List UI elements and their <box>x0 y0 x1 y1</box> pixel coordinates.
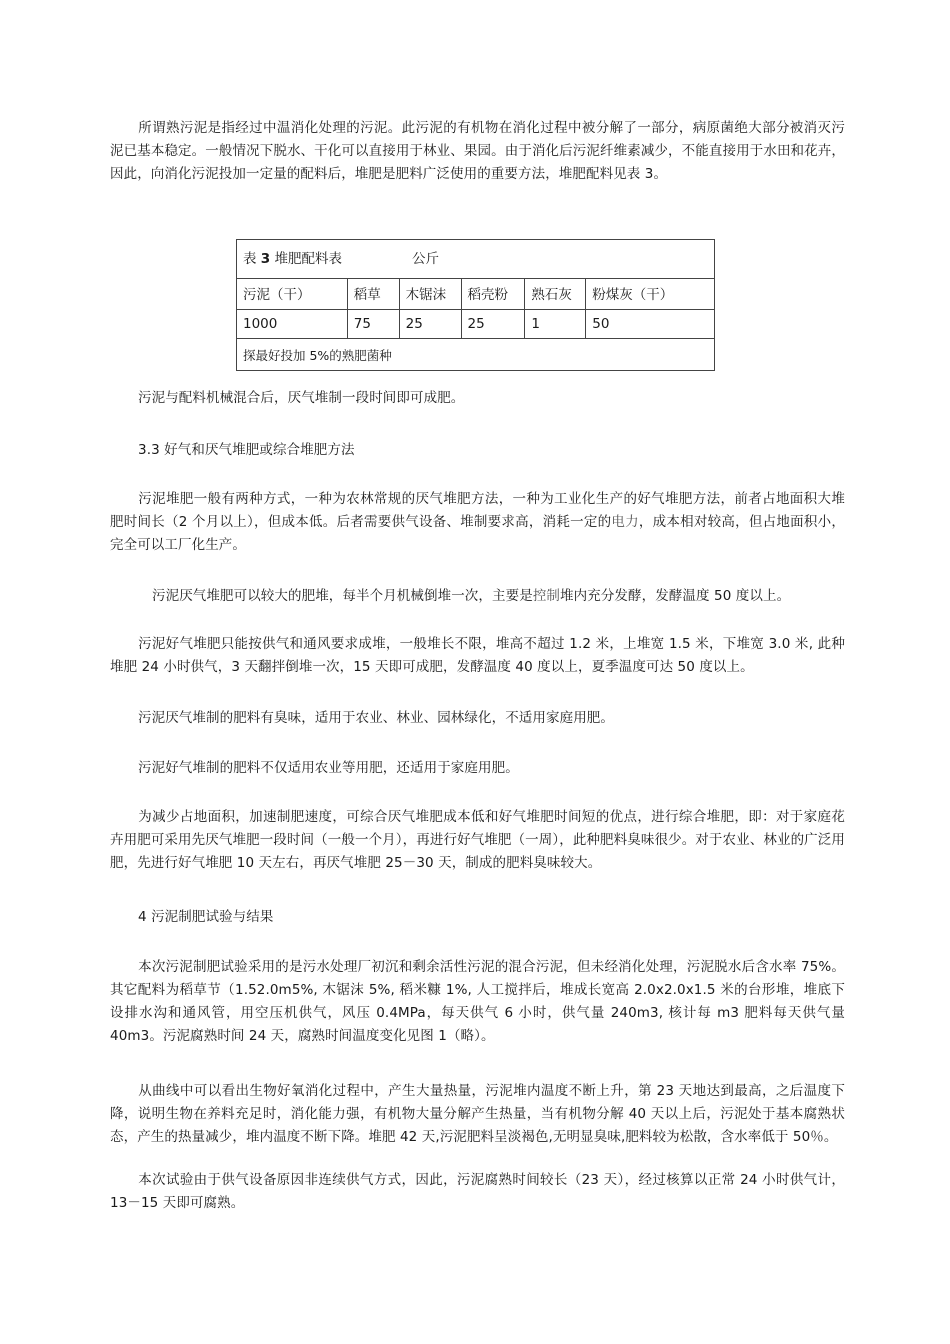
table-title: 表 3 堆肥配料表 公斤 <box>237 240 715 279</box>
table-header-cell: 粉煤灰（干） <box>586 279 715 310</box>
paragraph-aerobic-use: 污泥好气堆制的肥料不仅适用农业等用肥，还适用于家庭用肥。 <box>138 760 519 776</box>
table-header-row <box>237 279 715 310</box>
paragraph-anaerobic-use: 污泥厌气堆制的肥料有臭味，适用于农业、林业、园林绿化，不适用家庭用肥。 <box>138 710 614 726</box>
section-heading-3-3: 3.3 好气和厌气堆肥或综合堆肥方法 <box>138 442 355 458</box>
paragraph-conclusion: 本次试验由于供气设备原因非连续供气方式，因此，污泥腐熟时间较长（23 天），经过核算以正常 24 小时供气计，13－15 天即可腐熟。 <box>110 1172 845 1211</box>
table-note-row <box>237 339 715 371</box>
section-heading-4: 4 污泥制肥试验与结果 <box>138 909 274 925</box>
paragraph-aerobic: 污泥好气堆肥只能按供气和通风要求成堆，一般堆长不限，堆高不超过 1.2 米，上堆宽 1.5 米，下堆宽 3.0 米, 此种堆肥 24 小时供气，3 天翻拌倒堆一次，15 天即可成肥，发酵温度 40 度以上，夏季温度可达 50 度以上。 <box>110 636 845 675</box>
paragraph-mixing: 污泥与配料机械混合后，厌气堆制一段时间即可成肥。 <box>138 390 465 406</box>
table-cell: 50 <box>586 310 715 339</box>
paragraph-experiment: 本次污泥制肥试验采用的是污水处理厂初沉和剩余活性污泥的混合污泥，但未经消化处理，污泥脱水后含水率 75%。其它配料为稻草节（1.52.0m5%, 木锯沫 5%, 稻米糠 1%, 人工搅拌后，堆成长宽高 2.0x2.0x1.5 米的台形堆，堆底下设排水沟和通风管，用空压机供气，风压 0.4MPa，每天供气 6 小时，供气量 240m3, 核计每 m3 肥料每天供气量 40m3。污泥腐熟时间 24 天，腐熟时间温度变化见图 1（略）。 <box>110 959 845 1044</box>
paragraph-anaerobic: 污泥厌气堆肥可以较大的肥堆，每半个月机械倒堆一次，主要是控制堆内充分发酵，发酵温度 50 度以上。 <box>152 588 791 604</box>
table-header-cell: 污泥（干） <box>237 279 348 310</box>
table-unit: 公斤 <box>412 251 439 267</box>
table-header-cell: 木锯沫 <box>399 279 461 310</box>
table-header-cell: 熟石灰 <box>525 279 586 310</box>
table-header-cell: 稻壳粉 <box>461 279 525 310</box>
paragraph-curve-analysis: 从曲线中可以看出生物好氧消化过程中，产生大量热量，污泥堆内温度不断上升，第 23 天地达到最高，之后温度下降，说明生物在养料充足时，消化能力强，有机物大量分解产生热量，当有机物分解 40 天以上后，污泥处于基本腐熟状态，产生的热量减少，堆内温度不断下降。堆肥 42 天,污泥肥料呈淡褐色,无明显臭味,肥料较为松散，含水率低于 50％。 <box>110 1083 845 1145</box>
table-cell: 1 <box>525 310 586 339</box>
table-cell: 1000 <box>237 310 348 339</box>
link-control[interactable]: 控制 <box>532 588 561 604</box>
table-row <box>237 310 715 339</box>
table-cell: 25 <box>399 310 461 339</box>
paragraph-composting-methods: 污泥堆肥一般有两种方式，一种为农林常规的厌气堆肥方法，一种为工业化生产的好气堆肥方法，前者占地面积大堆肥时间长（2 个月以上），但成本低。后者需要供气设备、堆制要求高，消耗一定的电力，成本相对较高，但占地面积小，完全可以工厂化生产。 <box>110 491 845 553</box>
table-title-row <box>237 240 715 279</box>
link-electricity[interactable]: 电力 <box>611 514 639 530</box>
table-note: 探最好投加 5%的熟肥菌种 <box>237 339 715 371</box>
compost-ingredient-table <box>236 239 715 371</box>
table-cell: 25 <box>461 310 525 339</box>
paragraph-combined: 为减少占地面积，加速制肥速度，可综合厌气堆肥成本低和好气堆肥时间短的优点，进行综合堆肥，即：对于家庭花卉用肥可采用先厌气堆肥一段时间（一般一个月），再进行好气堆肥（一周），此种肥料臭味很少。对于农业、林业的广泛用肥，先进行好气堆肥 10 天左右，再厌气堆肥 25－30 天，制成的肥料臭味较大。 <box>110 809 845 871</box>
table-cell: 75 <box>347 310 399 339</box>
table-header-cell: 稻草 <box>347 279 399 310</box>
paragraph-cooked-sludge: 所谓熟污泥是指经过中温消化处理的污泥。此污泥的有机物在消化过程中被分解了一部分，病原菌绝大部分被消灭污泥已基本稳定。一般情况下脱水、干化可以直接用于林业、果园。由于消化后污泥纤维素减少，不能直接用于水田和花卉，因此，向消化污泥投加一定量的配料后，堆肥是肥料广泛使用的重要方法，堆肥配料见表 3。 <box>110 120 845 182</box>
